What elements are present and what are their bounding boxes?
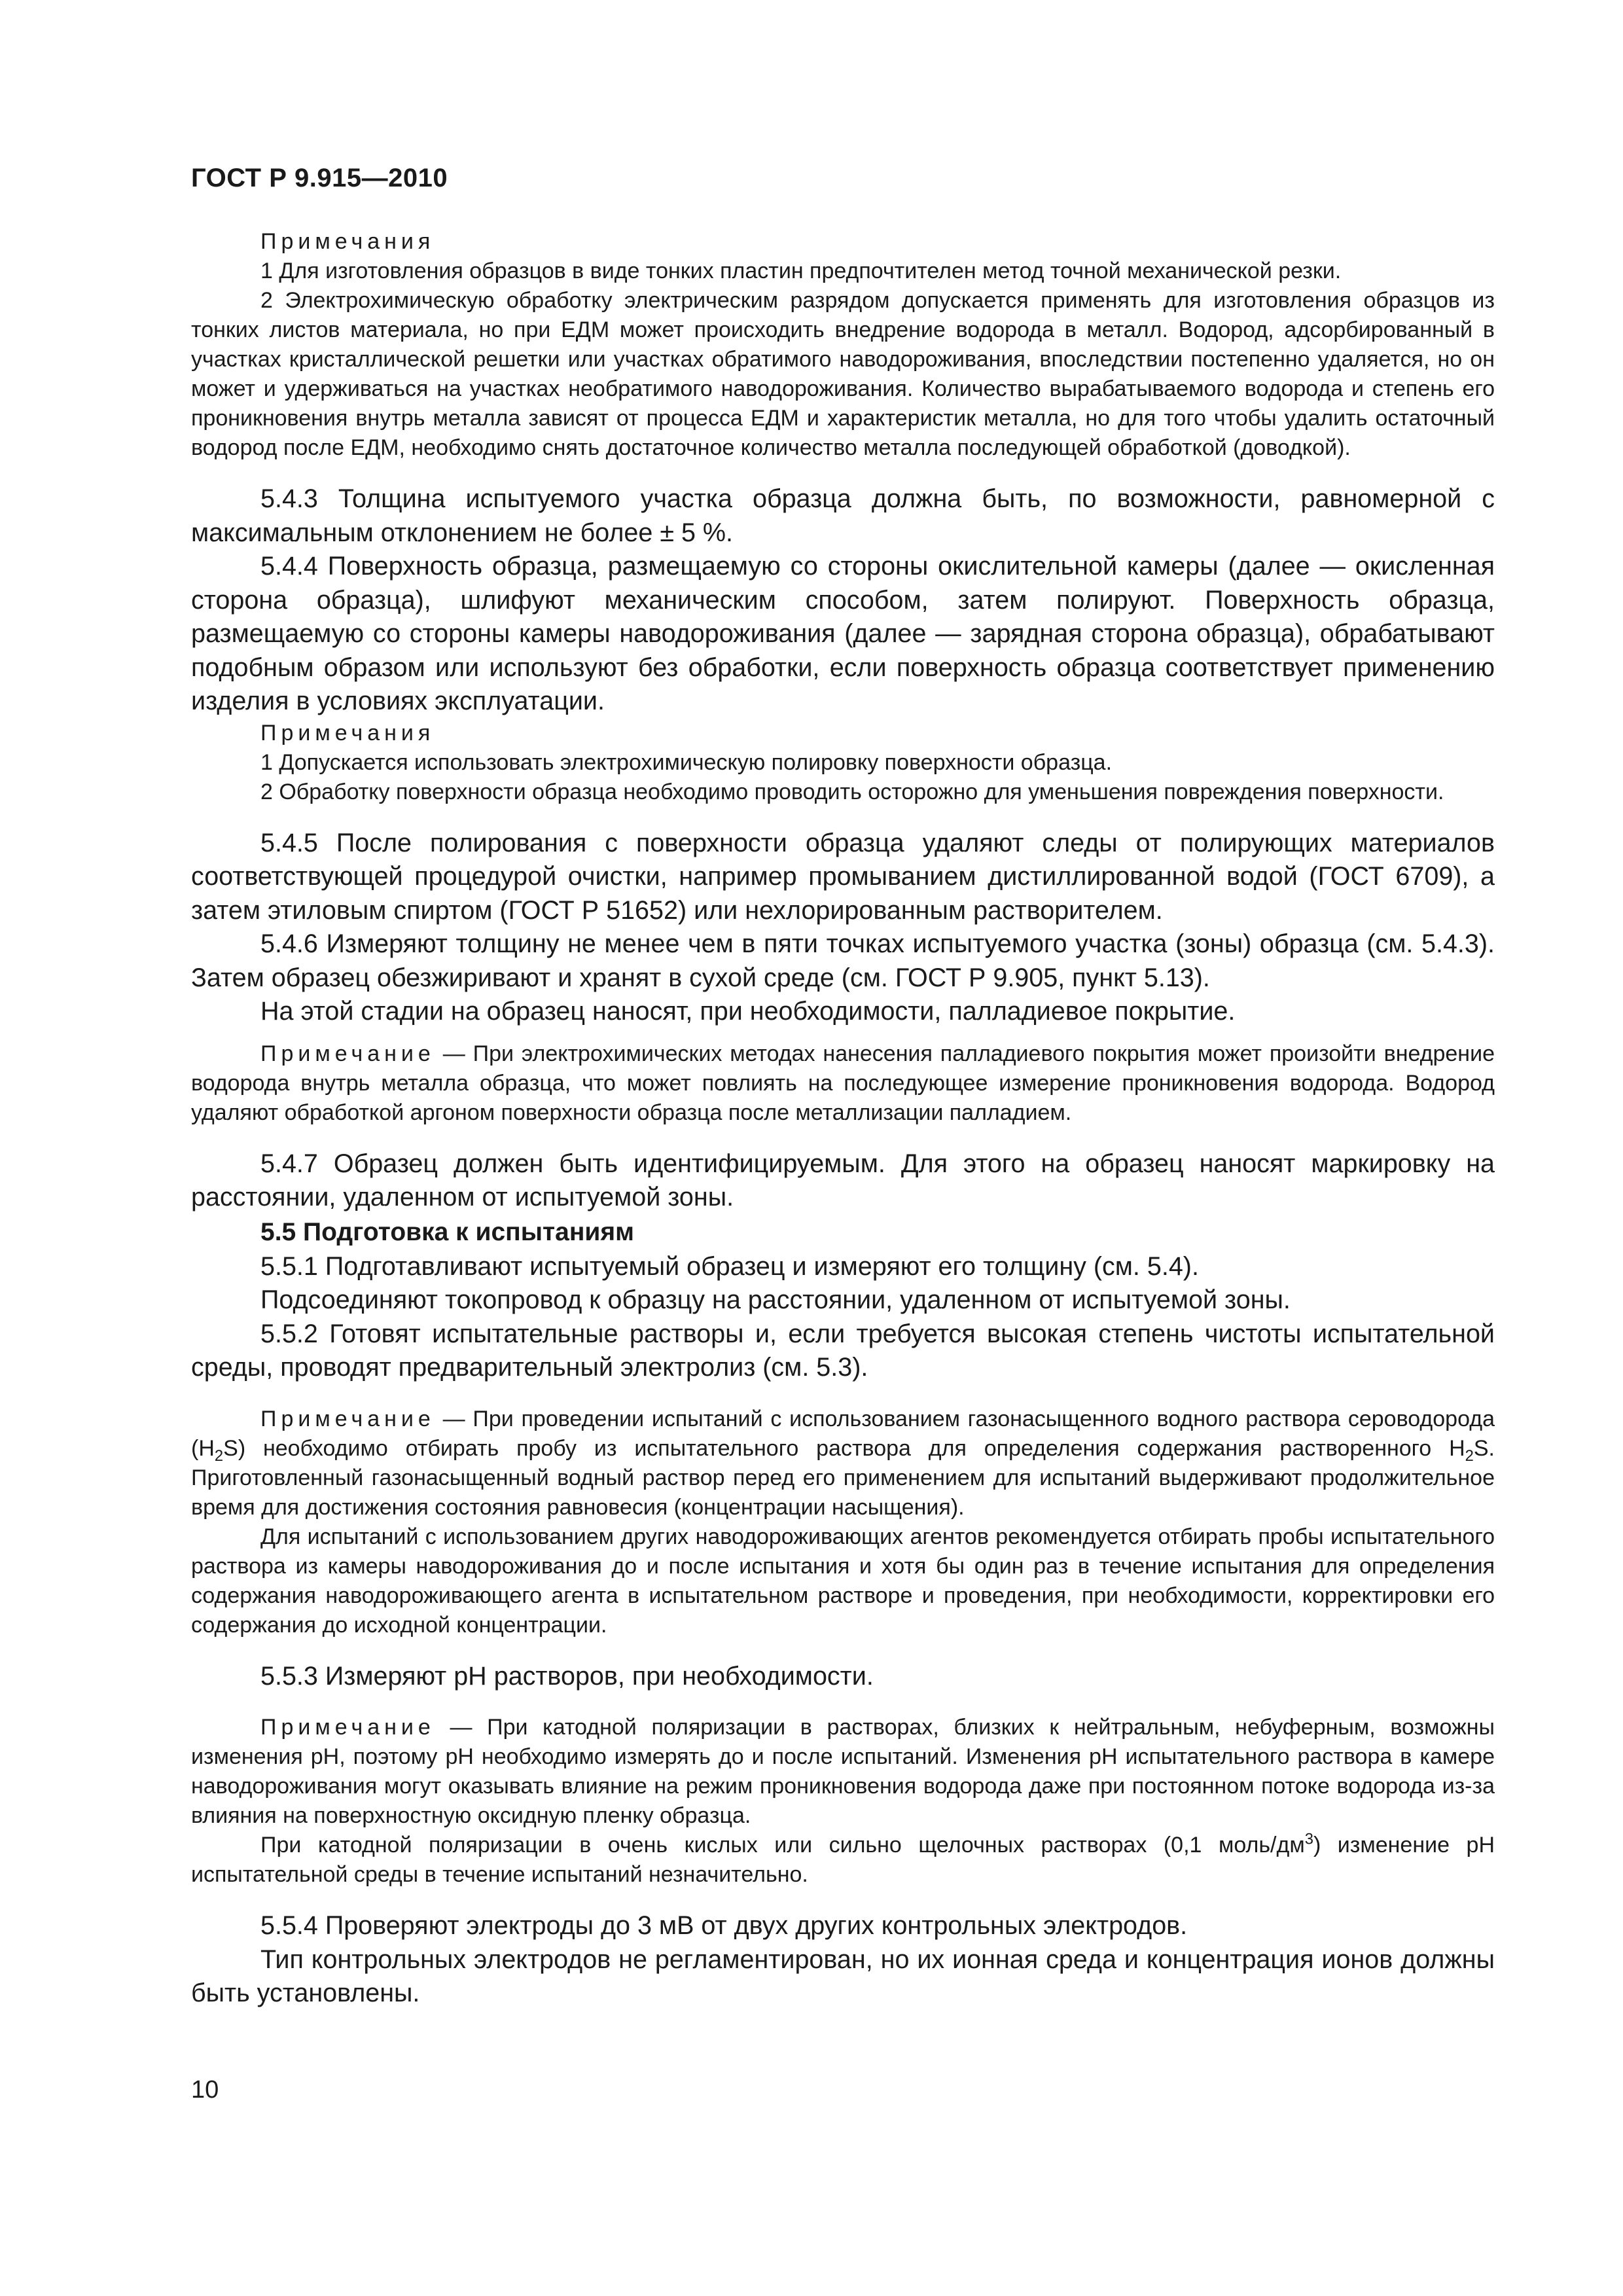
clause-5-4-5: 5.4.5 После полирования с поверхности образца удаляют следы от полирующих материалов соответствующей процедурой очистки, например промыванием дистиллированной водой (ГОСТ 6709), а затем этиловым спиртом (ГОСТ Р 51652) или нехлорированным растворителем. <box>191 828 1495 925</box>
note-block: Примечание — При катодной поляризации в растворах, близких к нейтральным, небуферным, возможны изменения рН, поэтому рН необходимо измерять до и после испытаний. Изменения рН испытательного раствора в камере наводороживания могут оказывать влияние на режим проникновения водорода даже при постоянном потоке водорода из-за влияния на поверхностную оксидную пленку образца. <box>191 1715 1495 1828</box>
page-number: 10 <box>191 2076 219 2104</box>
note-label: Примечание <box>260 1041 435 1066</box>
note-text: При электрохимических методах нанесения палладиевого покрытия может произойти внедрение водорода внутрь металла образца, что может повлиять на последующее измерение проникновения водорода. Водород удаляют обработкой аргоном поверхности образца после металлизации палладием. <box>191 1041 1495 1125</box>
note-paragraph: 1 Для изготовления образцов в виде тонких пластин предпочтителен метод точной механической резки. <box>260 259 1342 283</box>
clause-5-5-1: 5.5.1 Подготавливают испытуемый образец и измеряют его толщину (см. 5.4). <box>260 1251 1199 1281</box>
clause-5-4-4: 5.4.4 Поверхность образца, размещаемую со стороны окислительной камеры (далее — окисленная сторона образца), шлифуют механическим способом, затем полируют. Поверхность образца, размещаемую со стороны камеры наводороживания (далее — зарядная сторона образца), обрабатывают подобным образом или используют без обработки, если поверхность образца соответствует применению изделия в условиях эксплуатации. <box>191 552 1495 715</box>
subscript: 2 <box>214 1446 224 1465</box>
section-title-5-5: 5.5 Подготовка к испытаниям <box>260 1217 634 1246</box>
notes-label: Примечания <box>260 229 435 254</box>
note-paragraph: 1 Допускается использовать электрохимическую полировку поверхности образца. <box>260 749 1113 775</box>
superscript: 3 <box>1304 1830 1313 1848</box>
clause-5-5-1-continued: Подсоединяют токопровод к образцу на расстоянии, удаленном от испытуемой зоны. <box>260 1285 1291 1314</box>
note-paragraph <box>191 1831 1495 1890</box>
subscript: 2 <box>1465 1446 1474 1465</box>
clause-5-5-4-continued: Тип контрольных электродов не регламентирован, но их ионная среда и концентрация ионов должны быть установлены. <box>191 1945 1495 2007</box>
notes-label: Примечания <box>260 720 435 745</box>
note-paragraph: Для испытаний с использованием других наводороживающих агентов рекомендуется отбирать пробы испытательного раствора из камеры наводороживания до и после испытания и хотя бы один раз в течение испытания для определения содержания наводороживающего агента в испытательном растворе и проведения, при необходимости, корректировки его содержания до исходной концентрации. <box>191 1524 1495 1638</box>
note-paragraph: 2 Электрохимическую обработку электрическим разрядом допускается применять для изготовления образцов из тонких листов материала, но при ЕДМ может происходить внедрение водорода в металл. Водород, адсорбированный в участках кристаллической решетки или участках обратимого наводороживания, впоследствии постепенно удаляется, но он может и удерживаться на участках необратимого наводороживания. Количество вырабатываемого водорода и степень его проникновения внутрь металла зависят от процесса ЕДМ и характеристик металла, но для того чтобы удалить остаточный водород после ЕДМ, необходимо снять достаточное количество металла последующей обработкой (доводкой). <box>191 288 1495 460</box>
clause-5-4-6-continued: На этой стадии на образец наносят, при необходимости, палладиевое покрытие. <box>260 997 1236 1026</box>
clause-5-4-7: 5.4.7 Образец должен быть идентифицируемым. Для этого на образец наносят маркировку на расстоянии, удаленном от испытуемой зоны. <box>191 1149 1495 1211</box>
note-paragraph: 2 Обработку поверхности образца необходимо проводить осторожно для уменьшения повреждения поверхности. <box>260 779 1444 804</box>
note-label: Примечание <box>260 1715 435 1740</box>
clause-5-5-3: 5.5.3 Измеряют рН растворов, при необходимости. <box>260 1661 874 1691</box>
document-code-header: ГОСТ Р 9.915—2010 <box>191 164 448 192</box>
note-text-part: При проведении испытаний с использованием газонасыщенного водного раствора сероводорода (H <box>191 1406 1495 1461</box>
note-text-part: S. Приготовленный газонасыщенный водный раствор перед его применением для испытаний выдерживают продолжительное время для достижения состояния равновесия (концентрации насыщения). <box>191 1435 1495 1520</box>
clause-5-4-3: 5.4.3 Толщина испытуемого участка образца должна быть, по возможности, равномерной с максимальным отклонением не более ± 5 %. <box>191 484 1495 547</box>
note-text: При катодной поляризации в растворах, близких к нейтральным, небуферным, возможны изменения рН, поэтому рН необходимо измерять до и после испытаний. Изменения рН испытательного раствора в камере наводороживания могут оказывать влияние на режим проникновения водорода даже при постоянном потоке водорода из-за влияния на поверхностную оксидную пленку образца. <box>191 1715 1495 1828</box>
clause-5-5-2: 5.5.2 Готовят испытательные растворы и, если требуется высокая степень чистоты испытательной среды, проводят предварительный электролиз (см. 5.3). <box>191 1319 1495 1382</box>
note-block: Примечание — При проведении испытаний с использованием газонасыщенного водного раствора сероводорода $(H_2S)$ необходимо отбирать пробу из испытательного раствора для определения содержания растворенного $H_2S$. Приготовленный газонасыщенный водный раствор перед его применением для испытаний выдерживают продолжительное время для достижения состояния равновесия (концентрации насыщения). <box>191 1406 1495 1520</box>
clause-5-5-4: 5.5.4 Проверяют электроды до 3 мВ от двух других контрольных электродов. <box>260 1911 1188 1940</box>
document-page <box>191 164 1495 2011</box>
note-text-part: При катодной поляризации в очень кислых или сильно щелочных растворах (0,1 моль/дм <box>260 1833 1305 1857</box>
note-text-part: S) необходимо отбирать пробу из испытательного раствора для определения содержания растворенного H <box>223 1435 1465 1461</box>
note-block: Примечание — При электрохимических методах нанесения палладиевого покрытия может произойти внедрение водорода внутрь металла образца, что может повлиять на последующее измерение проникновения водорода. Водород удаляют обработкой аргоном поверхности образца после металлизации палладием. <box>191 1041 1495 1125</box>
clause-5-4-6: 5.4.6 Измеряют толщину не менее чем в пяти точках испытуемого участка (зоны) образца (см. 5.4.3). Затем образец обезжиривают и хранят в сухой среде (см. ГОСТ Р 9.905, пункт 5.13). <box>191 929 1495 992</box>
note-label: Примечание <box>260 1406 435 1431</box>
note-text-part: ) изменение рН испытательной среды в течение испытаний незначительно. <box>191 1833 1495 1887</box>
